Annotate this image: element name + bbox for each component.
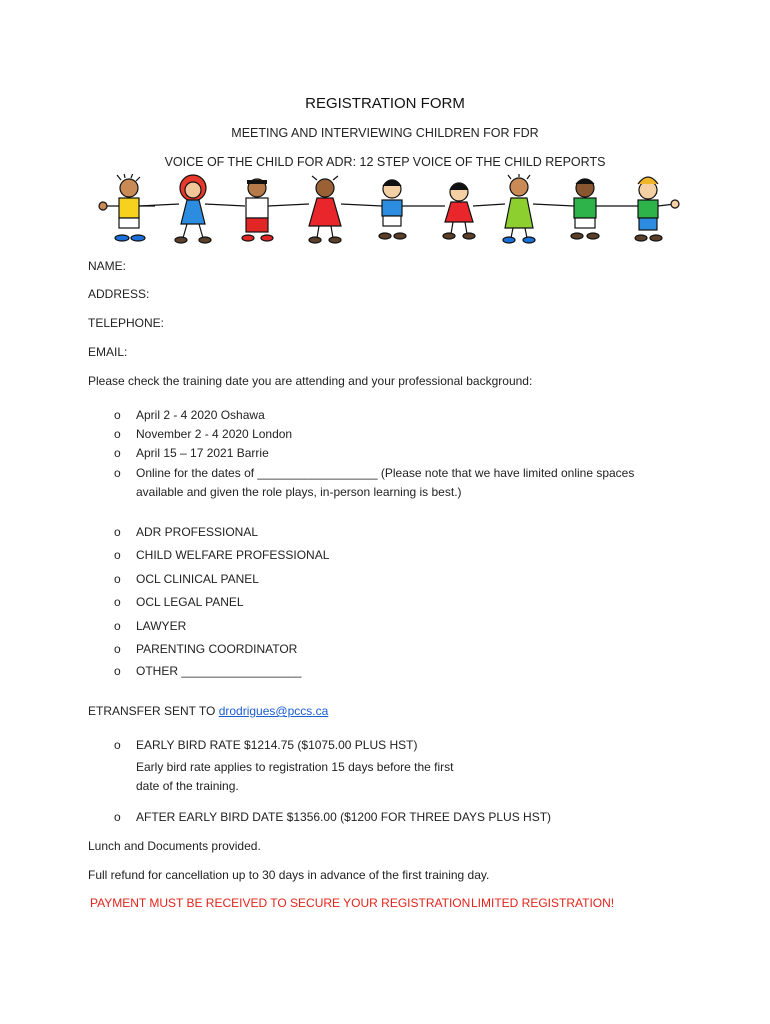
profession-parenting-coordinator: PARENTING COORDINATOR: [136, 642, 298, 656]
child-figure-9: [635, 177, 679, 241]
email-field-label: EMAIL:: [88, 345, 128, 359]
rate-checkbox[interactable]: o: [114, 810, 121, 824]
child-figure-7: [503, 174, 535, 243]
date-option-online: Online for the dates of __________________ (Please note that we have limited online spaces: [136, 466, 635, 480]
page-title: REGISTRATION FORM: [305, 95, 465, 112]
child-figure-8: [571, 179, 599, 239]
profession-ocl-legal: OCL LEGAL PANEL: [136, 595, 244, 609]
course-title: MEETING AND INTERVIEWING CHILDREN FOR FDR: [231, 126, 539, 140]
rate-checkbox[interactable]: o: [114, 738, 121, 752]
refund-note: Full refund for cancellation up to 30 days in advance of the first training day.: [88, 868, 490, 882]
date-option-london: November 2 - 4 2020 London: [136, 427, 293, 441]
child-figure-3: [242, 179, 273, 241]
date-option-checkbox[interactable]: o: [114, 408, 121, 422]
profession-checkbox[interactable]: o: [114, 548, 121, 562]
etransfer-label: ETRANSFER SENT TO: [88, 704, 219, 718]
early-bird-note: Early bird rate applies to registration 15 days before the first: [136, 760, 454, 774]
profession-checkbox[interactable]: o: [114, 572, 121, 586]
child-figure-2: [175, 175, 211, 243]
early-bird-note-cont: date of the training.: [136, 779, 239, 793]
early-bird-rate: EARLY BIRD RATE $1214.75 ($1075.00 PLUS HST): [136, 738, 418, 752]
profession-checkbox[interactable]: o: [114, 642, 121, 656]
date-option-checkbox[interactable]: o: [114, 446, 121, 460]
date-option-checkbox[interactable]: o: [114, 466, 121, 480]
profession-checkbox[interactable]: o: [114, 619, 121, 633]
address-field-label: ADDRESS:: [88, 287, 150, 301]
course-subtitle: VOICE OF THE CHILD FOR ADR: 12 STEP VOICE OF THE CHILD REPORTS: [164, 155, 606, 169]
profession-checkbox[interactable]: o: [114, 525, 121, 539]
name-field-label: NAME:: [88, 259, 127, 273]
date-option-checkbox[interactable]: o: [114, 427, 121, 441]
instructions-text: Please check the training date you are attending and your professional background:: [88, 374, 533, 388]
date-option-oshawa: April 2 - 4 2020 Oshawa: [136, 408, 265, 422]
lunch-note: Lunch and Documents provided.: [88, 839, 261, 853]
date-option-online-note: available and given the role plays, in-person learning is best.): [136, 485, 462, 499]
profession-lawyer: LAWYER: [136, 619, 187, 633]
etransfer-email-link[interactable]: drodrigues@pccs.ca: [218, 704, 329, 718]
profession-checkbox[interactable]: o: [114, 595, 121, 609]
profession-checkbox[interactable]: o: [114, 664, 121, 678]
child-figure-5: [379, 180, 406, 239]
profession-ocl-clinical: OCL CLINICAL PANEL: [136, 572, 259, 586]
after-early-bird-rate: AFTER EARLY BIRD DATE $1356.00 ($1200 FOR THREE DAYS PLUS HST): [136, 810, 552, 824]
profession-adr: ADR PROFESSIONAL: [136, 525, 259, 539]
profession-other: OTHER __________________: [136, 664, 302, 678]
children-holding-hands-illustration: [95, 174, 680, 246]
payment-warning: PAYMENT MUST BE RECEIVED TO SECURE YOUR REGISTRATION: [90, 896, 471, 910]
date-option-barrie: April 15 – 17 2021 Barrie: [136, 446, 269, 460]
child-figure-6: [443, 183, 475, 239]
telephone-field-label: TELEPHONE:: [88, 316, 165, 330]
child-figure-1: [99, 174, 155, 241]
etransfer-line: [88, 704, 328, 718]
limited-registration-warning: LIMITED REGISTRATION!: [471, 896, 615, 910]
profession-child-welfare: CHILD WELFARE PROFESSIONAL: [136, 548, 330, 562]
child-figure-4: [309, 176, 341, 243]
